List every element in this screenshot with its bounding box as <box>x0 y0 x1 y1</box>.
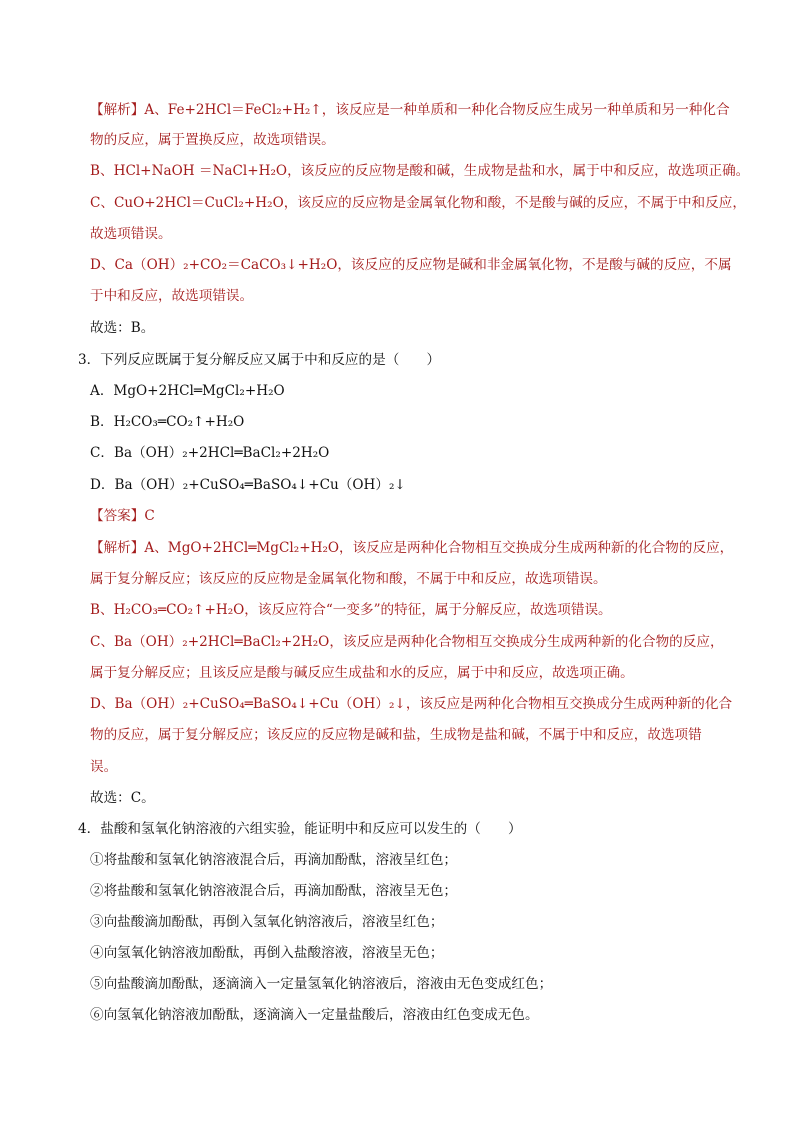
q4-item-1: ①将盐酸和氢氧化钠溶液混合后，再滴加酚酞，溶液呈红色； <box>90 852 458 868</box>
q3-analysis-line-4: C、Ba（OH）₂+2HCl═BaCl₂+2H₂O，该反应是两种化合物相互交换成分生成两种新的化合物的反应， <box>90 634 724 650</box>
q3-analysis-line-3: B、H₂CO₃═CO₂↑+H₂O，该反应符合“一变多”的特征，属于分解反应，故选项错误。 <box>90 602 612 618</box>
q2-analysis-line-6: D、Ca（OH）₂+CO₂＝CaCO₃↓+H₂O，该反应的反应物是碱和非金属氧化物，不是酸与碱的反应，不属 <box>90 257 732 273</box>
q3-answer <box>90 505 734 527</box>
q3-analysis-line-6: D、Ba（OH）₂+CuSO₄═BaSO₄↓+Cu（OH）₂↓，该反应是两种化合物相互交换成分生成两种新的化合 <box>90 696 733 712</box>
q4-item-5: ⑤向盐酸滴加酚酞，逐滴滴入一定量氢氧化钠溶液后，溶液由无色变成红色； <box>90 976 553 992</box>
q2-analysis-line-3: B、HCl+NaOH ＝NaCl+H₂O，该反应的反应物是酸和碱，生成物是盐和水，属于中和反应，故选项正确。 <box>90 163 750 179</box>
q2-analysis-line-5: 故选项错误。 <box>90 226 172 242</box>
q2-analysis-line-7: 于中和反应，故选项错误。 <box>90 288 254 304</box>
q3-analysis-line-7: 物的反应，属于复分解反应；该反应的反应物是碱和盐，生成物是盐和碱，不属于中和反应，故选项错 <box>90 727 702 743</box>
q3-option-a: A．MgO+2HCl═MgCl₂+H₂O <box>90 383 285 399</box>
q2-analysis-line-1 <box>90 99 734 121</box>
q3-analysis-tag: 【解析】 <box>90 540 145 556</box>
q3-option-c: C．Ba（OH）₂+2HCl═BaCl₂+2H₂O <box>90 445 330 461</box>
q2-analysis-line-4: C、CuO+2HCl＝CuCl₂+H₂O，该反应的反应物是金属氧化物和酸，不是酸与碱的反应，不属于中和反应， <box>90 195 746 211</box>
q2-analysis-line-2: 物的反应，属于置换反应，故选项错误。 <box>90 132 335 148</box>
q3-analysis-line-2: 属于复分解反应；该反应的反应物是金属氧化物和酸，不属于中和反应，故选项错误。 <box>90 571 607 587</box>
q2-choice: 故选：B。 <box>90 320 155 336</box>
q3-analysis-text: A、MgO+2HCl═MgCl₂+H₂O，该反应是两种化合物相互交换成分生成两种新的化合物的反应， <box>144 540 734 556</box>
q4-item-2: ②将盐酸和氢氧化钠溶液混合后，再滴加酚酞，溶液呈无色； <box>90 883 458 899</box>
q3-answer-value: C <box>144 508 155 524</box>
q4-stem: 4．盐酸和氢氧化钠溶液的六组实验，能证明中和反应可以发生的（ ） <box>78 821 522 837</box>
q4-item-6: ⑥向氢氧化钠溶液加酚酞，逐滴滴入一定量盐酸后，溶液由红色变成无色。 <box>90 1007 539 1023</box>
q3-option-b: B．H₂CO₃═CO₂↑+H₂O <box>90 414 245 430</box>
q3-answer-tag: 【答案】 <box>90 508 145 524</box>
q4-item-4: ④向氢氧化钠溶液加酚酞，再倒入盐酸溶液，溶液呈无色； <box>90 945 444 961</box>
q3-option-d: D．Ba（OH）₂+CuSO₄═BaSO₄↓+Cu（OH）₂↓ <box>90 477 406 493</box>
q4-item-3: ③向盐酸滴加酚酞，再倒入氢氧化钠溶液后，溶液呈红色； <box>90 914 444 930</box>
q3-analysis-line-1 <box>90 537 734 559</box>
q3-analysis-line-5: 属于复分解反应；且该反应是酸与碱反应生成盐和水的反应，属于中和反应，故选项正确。 <box>90 665 634 681</box>
q2-analysis-tag: 【解析】 <box>90 102 145 118</box>
q3-choice: 故选：C。 <box>90 790 155 806</box>
q2-analysis-text: A、Fe+2HCl＝FeCl₂+H₂↑，该反应是一种单质和一种化合物反应生成另一种单质和另一种化合 <box>144 102 730 118</box>
q3-stem: 3．下列反应既属于复分解反应又属于中和反应的是（ ） <box>78 352 441 368</box>
q3-analysis-line-8: 误。 <box>90 759 118 775</box>
